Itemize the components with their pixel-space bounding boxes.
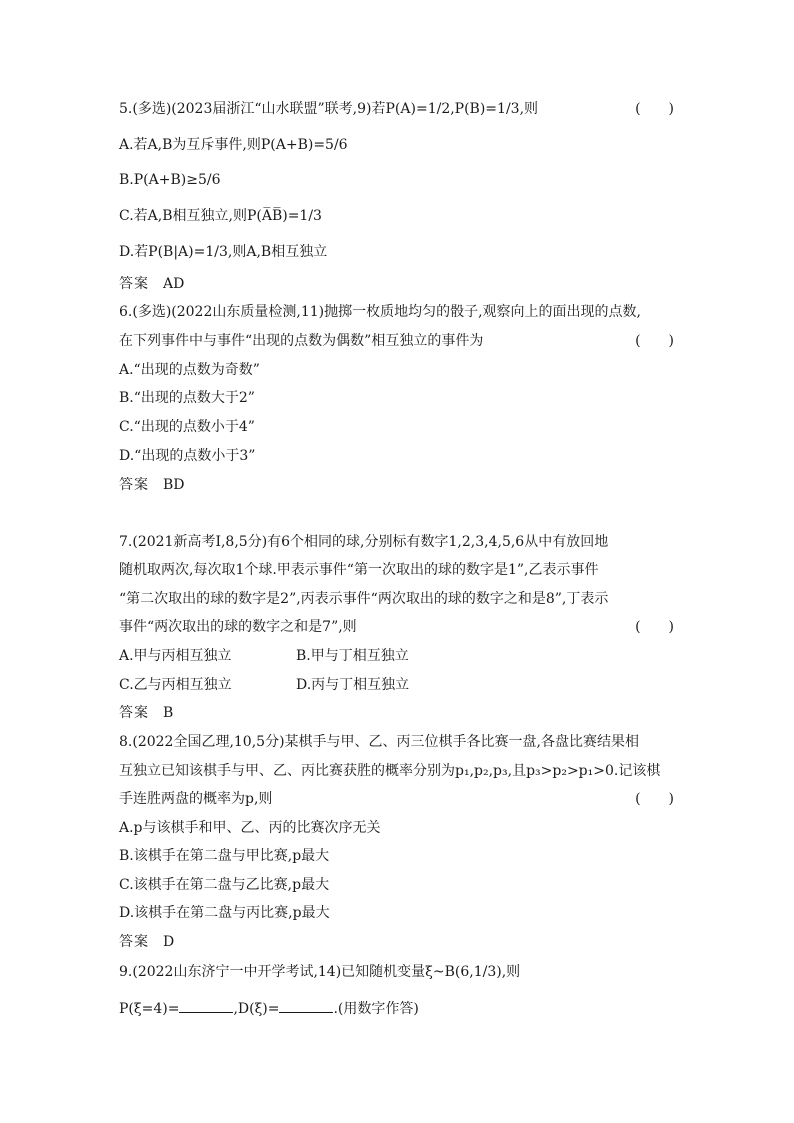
q5-option-b: B.P(A+B)≥5/6 (119, 172, 221, 188)
q6-option-a: A.“出现的点数为奇数” (119, 362, 260, 378)
q8-option-a: A.p与该棋手和甲、乙、丙的比赛次序无关 (119, 820, 381, 836)
q8-answer-label: 答案 (119, 934, 149, 950)
q6-stem-line-1: 6.(多选)(2022山东质量检测,11)抛掷一枚质地均匀的骰子,观察向上的面出现的点数, (119, 304, 641, 320)
q6-answer (119, 475, 185, 495)
q7-option-b: B.甲与丁相互独立 (296, 648, 409, 664)
q9-part-3: .(用数字作答) (333, 1001, 419, 1017)
q6-answer-value: BD (163, 477, 185, 493)
q5-option-d: D.若P(B|A)=1/3,则A,B相互独立 (119, 244, 328, 260)
q5-answer-label: 答案 (119, 276, 149, 292)
q6-stem-line-2: 在下列事件中与事件“出现的点数为偶数”相互独立的事件为 (119, 333, 484, 349)
q7-answer (119, 703, 173, 723)
q6-option-b: B.“出现的点数大于2” (119, 390, 255, 406)
q6-option-d: D.“出现的点数小于3” (119, 448, 256, 464)
q8-option-c: C.该棋手在第二盘与乙比赛,p最大 (119, 877, 330, 893)
q5-answer-paren: ( ) (635, 101, 674, 117)
q9-part-2: ,D(ξ)= (233, 1001, 280, 1017)
q6-answer-label: 答案 (119, 477, 149, 493)
q5-answer (119, 274, 184, 294)
q8-stem-line-3: 手连胜两盘的概率为p,则 (119, 791, 273, 807)
q8-answer-value: D (163, 934, 175, 950)
q7-stem-line-2: 随机取两次,每次取1个球.甲表示事件“第一次取出的球的数字是1”,乙表示事件 (119, 562, 599, 578)
q8-option-b: B.该棋手在第二盘与甲比赛,p最大 (119, 848, 330, 864)
q9-stem: 9.(2022山东济宁一中开学考试,14)已知随机变量ξ~B(6,1/3),则 (119, 964, 521, 980)
q7-option-c: C.乙与丙相互独立 (119, 677, 232, 693)
q7-answer-label: 答案 (119, 705, 149, 721)
q7-stem-line-4: 事件“两次取出的球的数字之和是7”,则 (119, 619, 357, 635)
q7-option-a: A.甲与丙相互独立 (119, 648, 232, 664)
q8-answer (119, 932, 174, 952)
q7-answer-value: B (163, 705, 174, 721)
q9-fill-line (119, 998, 419, 1019)
q5-option-a: A.若A,B为互斥事件,则P(A+B)=5/6 (119, 137, 348, 153)
q7-stem-line-3: “第二次取出的球的数字是2”,丙表示事件“两次取出的球的数字之和是8”,丁表示 (119, 591, 609, 607)
q9-blank-2[interactable] (279, 998, 333, 1013)
q5-answer-value: AD (163, 276, 185, 292)
q7-stem-line-1: 7.(2021新高考Ⅰ,8,5分)有6个相同的球,分别标有数字1,2,3,4,5,6从中有放回地 (119, 534, 609, 550)
q8-option-d: D.该棋手在第二盘与丙比赛,p最大 (119, 905, 330, 921)
q8-stem-line-1: 8.(2022全国乙理,10,5分)某棋手与甲、乙、丙三位棋手各比赛一盘,各盘比赛结果相 (119, 734, 639, 750)
q8-stem-line-2: 互独立已知该棋手与甲、乙、丙比赛获胜的概率分别为p₁,p₂,p₃,且p₃>p₂>p₁>0.记该棋 (119, 763, 661, 779)
q5-option-c: C.若A,B相互独立,则P(A̅B̅)=1/3 (119, 208, 322, 224)
q7-option-d: D.丙与丁相互独立 (296, 677, 410, 693)
q8-answer-paren: ( ) (635, 791, 674, 807)
q6-option-c: C.“出现的点数小于4” (119, 419, 255, 435)
q5-stem: 5.(多选)(2023届浙江“山水联盟”联考,9)若P(A)=1/2,P(B)=1/3,则 (119, 101, 539, 117)
q9-part-1: P(ξ=4)= (119, 1001, 180, 1017)
q9-blank-1[interactable] (179, 998, 233, 1013)
q6-answer-paren: ( ) (635, 333, 674, 349)
q7-answer-paren: ( ) (635, 619, 674, 635)
